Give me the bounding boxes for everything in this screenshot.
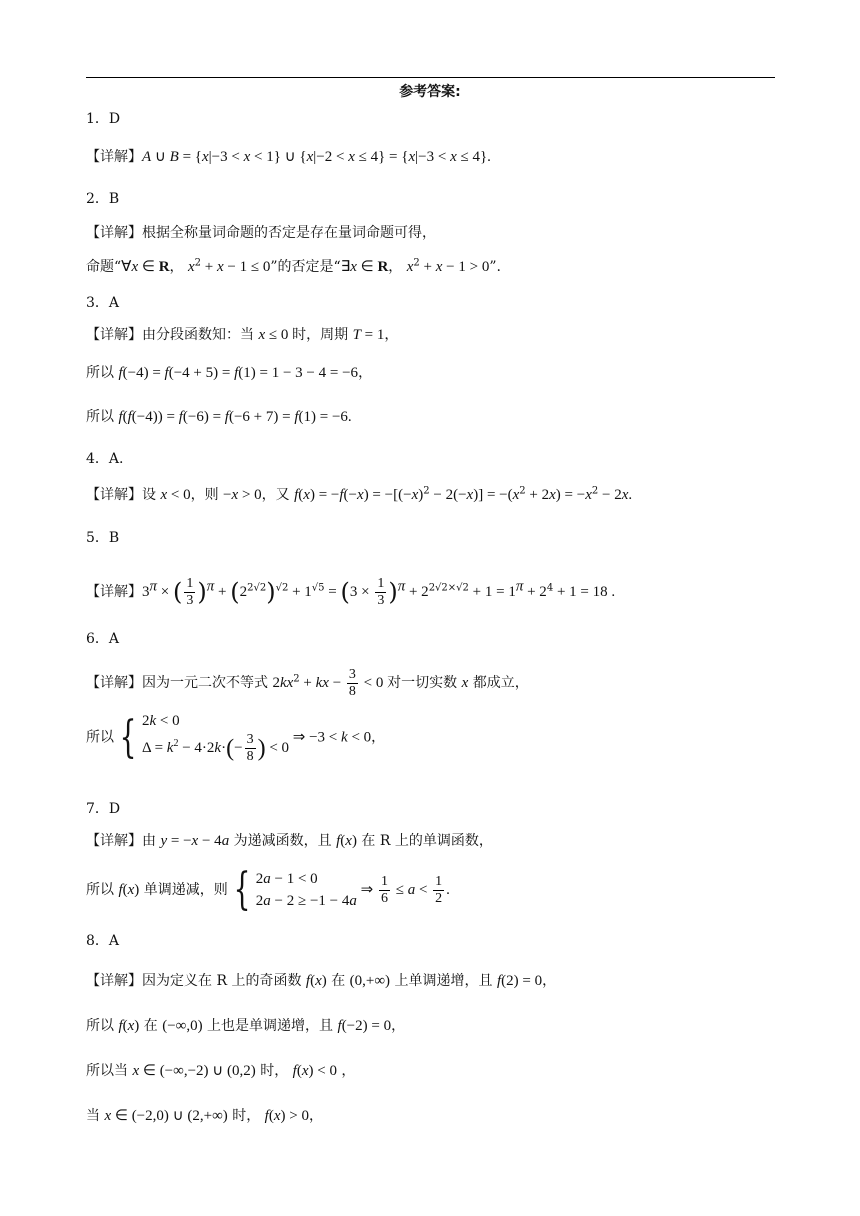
answer-3-detail-3: 所以 f(f(−4)) = f(−6) = f(−6 + 7) = f(1) = −6.	[86, 409, 352, 425]
detail-tag: 【详解】	[86, 225, 142, 241]
answer-7-label: 7．D	[86, 801, 121, 817]
detail-tag: 【详解】	[86, 584, 142, 600]
inequality-system: 2a − 1 < 0 2a − 2 ≥ −1 − 4a	[255, 871, 357, 909]
answer-8-detail-3: 所以当 x ∈ (−∞,−2) ∪ (0,2) 时， f(x) < 0 ，	[86, 1063, 356, 1079]
answer-6-detail-2: 所以 { 2k < 0 $\Delta = k^2 - 4\cdot 2k\cdot(-$ $\frac{3}{8}$ ) < 0 ⇒ −3 < k < 0，	[86, 711, 386, 764]
answer-8-detail-4: 当 x ∈ (−2,0) ∪ (2,+∞) 时， f(x) > 0，	[86, 1108, 323, 1124]
answer-3-detail-2: 所以 f(−4) = f(−4 + 5) = f(1) = 1 − 3 − 4 = −6，	[86, 365, 373, 381]
answer-7-detail-1: 【详解】由 y = −x − 4a 为递减函数，且 f(x) 在 R 上的单调函数，	[86, 833, 493, 849]
answer-1-detail: 【详解】A ∪ B = {x|−3 < x < 1} ∪ {x|−2 < x ≤ 4} = {x|−3 < x ≤ 4}.	[86, 149, 491, 165]
detail-tag: 【详解】	[86, 675, 142, 691]
detail-tag: 【详解】	[86, 973, 142, 989]
page-title: 参考答案:	[399, 84, 461, 100]
answer-2-label: 2．B	[86, 191, 120, 207]
answer-5-label: 5．B	[86, 530, 120, 546]
answer-2-detail-2: 命题“∀x ∈ R， $x^2 + x - 1 \le 0$”的否定是“∃x ∈ R， $x^2 + x - 1 > 0$”.	[86, 257, 501, 275]
answer-4-detail: 【详解】设 x < 0，则 −x > 0，又 $f(x) = -f(-x) = -[(-x)^2 - 2(-x)] = -(x^2 + 2x) = -x^2 - 2x$.	[86, 485, 633, 503]
detail-tag: 【详解】	[86, 149, 142, 165]
answer-3-detail-1: 【详解】由分段函数知：当 x ≤ 0 时，周期 T = 1，	[86, 327, 399, 343]
header-rule	[86, 77, 775, 78]
answer-4-label: 4．A.	[86, 451, 124, 467]
answer-8-label: 8．A	[86, 933, 120, 949]
inequality-system: 2k < 0 $\Delta = k^2 - 4\cdot 2k\cdot(-$ $\frac{3}{8}$ ) < 0	[142, 713, 290, 764]
system-brace: {	[119, 711, 137, 763]
answer-8-detail-2: 所以 f(x) 在 (−∞,0) 上也是单调递增，且 f(−2) = 0，	[86, 1018, 406, 1034]
answer-6-label: 6．A	[86, 631, 120, 647]
answer-1-label: 1．D	[86, 111, 121, 127]
detail-tag: 【详解】	[86, 833, 142, 849]
answer-2-detail-1: 【详解】根据全称量词命题的否定是存在量词命题可得，	[86, 225, 436, 241]
answer-5-detail: 【详解】$3^\pi$ × ( $\frac{1}{3}$ )$^\pi + (2^{2√2})^{√2} + 1^{√5} = (3$ × $\frac{1}{3}$ )$^\pi + 2^{2√2\times√2} + 1 = 1^\pi + 2^4 + 1 = 18$ .	[86, 575, 616, 608]
answer-3-label: 3．A	[86, 295, 120, 311]
answer-7-detail-2: 所以 f(x) 单调递减，则 { 2a − 1 < 0 2a − 2 ≥ −1 − 4a ⇒ $\frac{1}{6}$ ≤ a < $\frac{1}{2}$ .	[86, 864, 450, 915]
detail-tag: 【详解】	[86, 327, 142, 343]
answer-8-detail-1: 【详解】因为定义在 R 上的奇函数 f(x) 在 (0,+∞) 上单调递增，且 f(2) = 0，	[86, 973, 557, 989]
answer-6-detail-1: 【详解】因为一元二次不等式 $2kx^2$ + kx − $\frac{3}{8}$ < 0 对一切实数 x 都成立，	[86, 666, 529, 699]
detail-tag: 【详解】	[86, 487, 142, 503]
system-brace: {	[233, 864, 251, 915]
